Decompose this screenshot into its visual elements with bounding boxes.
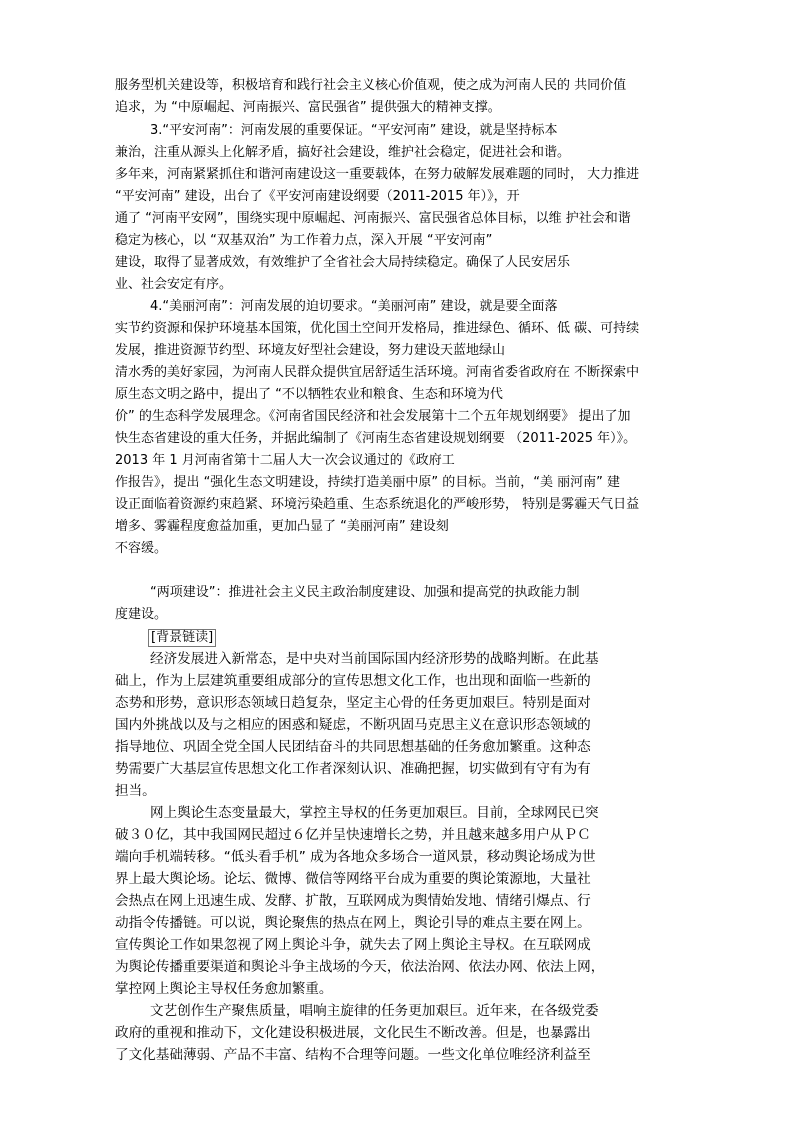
text-line: 经济发展进入新常态，是中央对当前国际国内经济形势的战略判断。在此基	[150, 651, 599, 667]
background-reading-label: [背景链读]	[150, 629, 216, 647]
text-line: 破３０亿，其中我国网民超过６亿并呈快速增长之势，并且越来越多用户从ＰＣ	[115, 827, 591, 843]
text-line: 业、社会安定有序。	[115, 277, 233, 292]
text-line: 通了 “河南平安网”，围绕实现中原崛起、河南振兴、富民强省总体目标，以维 护社会和谐	[115, 211, 631, 226]
text-line: 了文化基础薄弱、产品不丰富、结构不合理等问题。一些文化单位唯经济利益至	[115, 1047, 591, 1063]
text-line: 指导地位、巩固全党全国人民团结奋斗的共同思想基础的任务愈加繁重。这种态	[115, 739, 591, 755]
text-line: 稳定为核心，以 “双基双治” 为工作着力点，深入开展 “平安河南”	[115, 233, 493, 248]
text-line: 文艺创作生产聚焦质量，唱响主旋律的任务更加艰巨。近年来，在各级党委	[150, 1003, 599, 1019]
text-line: 3.“平安河南”：河南发展的重要保证。“平安河南” 建设，就是坚持标本	[150, 123, 558, 138]
text-line: 动指令传播链。可以说，舆论聚焦的热点在网上，舆论引导的难点主要在网上。	[115, 915, 591, 931]
text-line: 为舆论传播重要渠道和舆论斗争主战场的今天，依法治网、依法办网、依法上网，	[115, 959, 605, 975]
text-line: 原生态文明之路中，提出了 “不以牺牲农业和粮食、生态和环境为代	[115, 387, 503, 402]
text-line: 兼治，注重从源头上化解矛盾，搞好社会建设，维护社会稳定，促进社会和谐。	[115, 145, 571, 160]
text-line: 追求，为 “中原崛起、河南振兴、富民强省” 提供强大的精神支撑。	[115, 100, 501, 115]
text-line: 网上舆论生态变量最大，掌控主导权的任务更加艰巨。目前，全球网民已突	[150, 805, 599, 821]
text-line: 界上最大舆论场。论坛、微博、微信等网络平台成为重要的舆论策源地，大量社	[115, 871, 591, 887]
text-line: 设正面临着资源约束趋紧、环境污染趋重、生态系统退化的严峻形势， 特别是雾霾天气日益	[115, 497, 640, 512]
text-line: 端向手机端转移。“低头看手机” 成为各地众多场合一道风景，移动舆论场成为世	[115, 849, 596, 865]
text-line: 清水秀的美好家园，为河南人民群众提供宜居舒适生活环境。河南省委省政府在 不断探索中	[115, 365, 640, 380]
text-line: 多年来，河南紧紧抓住和谐河南建设这一重要载体，在努力破解发展难题的同时， 大力推进	[115, 167, 640, 182]
text-line: 快生态省建设的重大任务，并据此编制了《河南生态省建设规划纲要 （2011-2025 年）》。	[115, 431, 637, 446]
text-line: 础上，作为上层建筑重要组成部分的宣传思想文化工作，也出现和面临一些新的	[115, 673, 591, 689]
text-line: “两项建设”：推进社会主义民主政治制度建设、加强和提高党的执政能力制	[150, 585, 580, 600]
text-line: 发展，推进资源节约型、环境友好型社会建设，努力建设天蓝地绿山	[115, 343, 506, 358]
text-line: 势需要广大基层宣传思想文化工作者深刻认识、准确把握，切实做到有守有为有	[115, 761, 591, 777]
text-line: 不容缓。	[115, 541, 168, 556]
text-line: 2013 年 1 月河南省第十二届人大一次会议通过的《政府工	[115, 453, 455, 468]
text-line: 增多、雾霾程度愈益加重，更加凸显了 “美丽河南” 建设刻	[115, 519, 449, 534]
text-line: 建设，取得了显著成效，有效维护了全省社会大局持续稳定。确保了人民安居乐	[115, 255, 571, 270]
text-line: 作报告》，提出 “强化生态文明建设，持续打造美丽中原” 的目标。当前，“美 丽河南” 建	[115, 475, 620, 490]
text-line: 会热点在网上迅速生成、发酵、扩散，互联网成为舆情始发地、情绪引爆点、行	[115, 893, 591, 909]
text-line: 价” 的生态科学发展理念。《河南省国民经济和社会发展第十二个五年规划纲要》 提出了加	[115, 409, 631, 424]
text-line: 宣传舆论工作如果忽视了网上舆论斗争，就失去了网上舆论主导权。在互联网成	[115, 937, 591, 953]
text-line: 度建设。	[115, 607, 168, 622]
text-line: 掌控网上舆论主导权任务愈加繁重。	[115, 981, 333, 997]
text-line: 政府的重视和推动下，文化建设积极进展，文化民生不断改善。但是，也暴露出	[115, 1025, 591, 1041]
text-line: 服务型机关建设等，积极培育和践行社会主义核心价值观，使之成为河南人民的 共同价值	[115, 78, 627, 93]
text-line: 4.“美丽河南”：河南发展的迫切要求。“美丽河南” 建设，就是要全面落	[150, 299, 558, 314]
text-line: 态势和形势，意识形态领域日趋复杂，坚定主心骨的任务更加艰巨。特别是面对	[115, 695, 591, 711]
text-line: 国内外挑战以及与之相应的困惑和疑虑，不断巩固马克思主义在意识形态领域的	[115, 717, 591, 733]
text-line: 担当。	[115, 783, 156, 799]
text-line: 实节约资源和保护环境基本国策，优化国土空间开发格局，推进绿色、循环、低 碳、可持续	[115, 321, 640, 336]
text-line: “平安河南” 建设，出台了《平安河南建设纲要（2011-2015 年）》，开	[115, 189, 520, 204]
